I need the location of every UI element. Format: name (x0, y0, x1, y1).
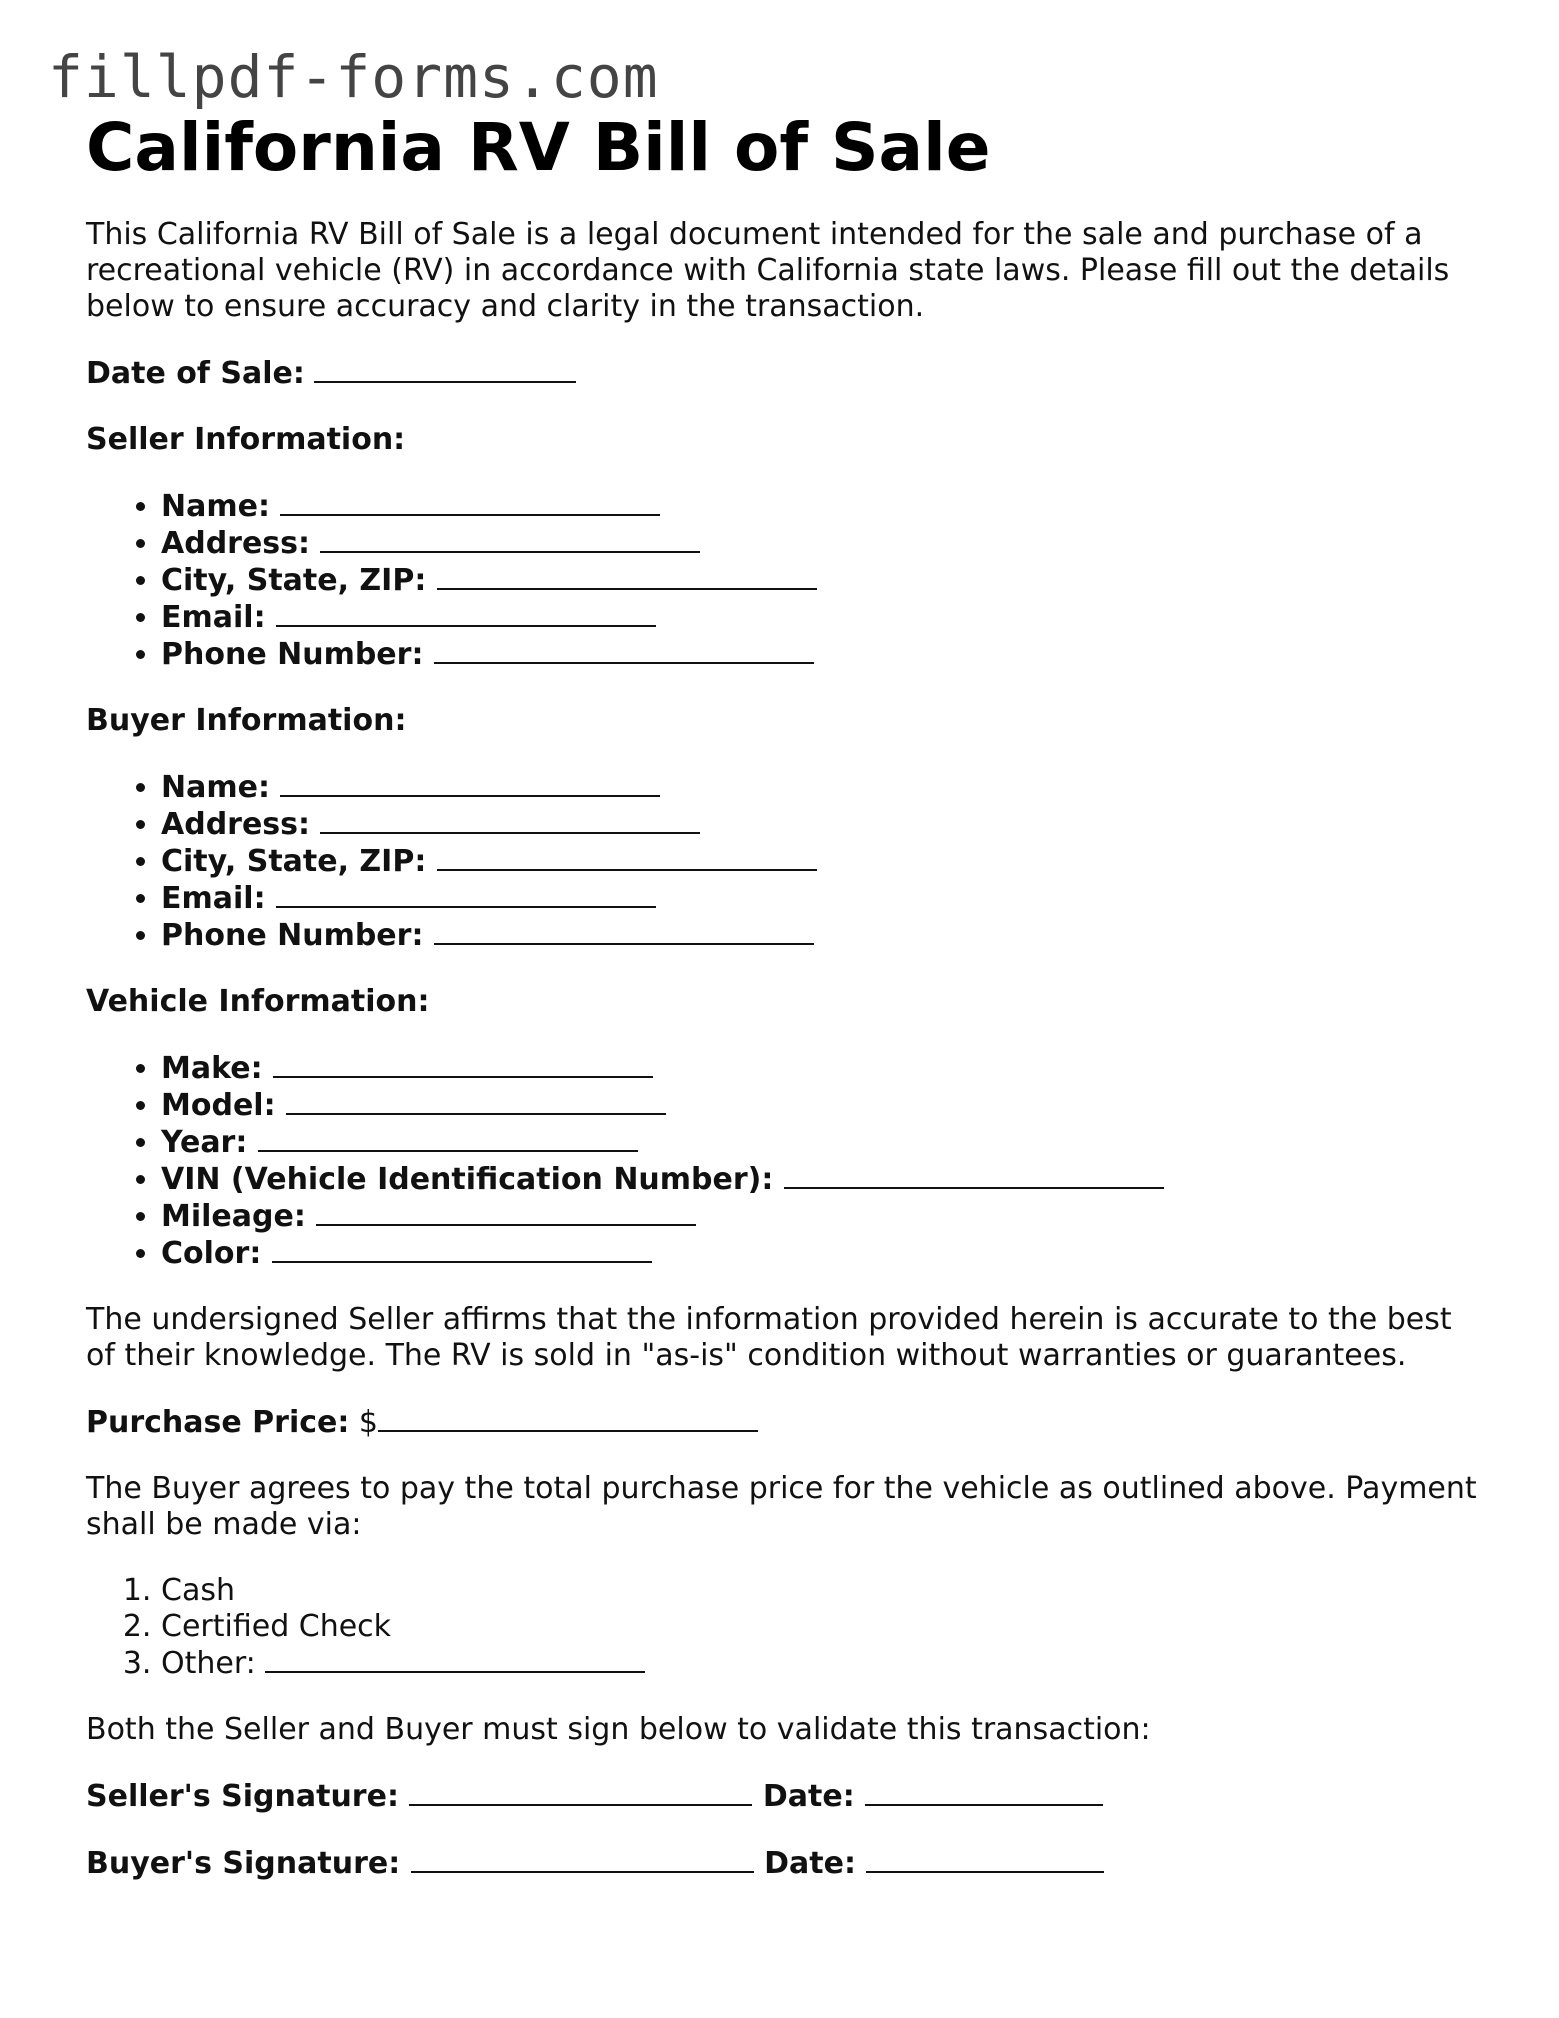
seller-address-label: Address: (161, 525, 311, 561)
seller-city-label: City, State, ZIP: (161, 562, 427, 598)
list-item (161, 917, 1486, 954)
purchase-price-row (86, 1404, 1486, 1441)
vehicle-make-label: Make: (161, 1050, 263, 1086)
buyer-date-label: Date: (764, 1845, 856, 1881)
list-item (161, 1087, 1486, 1124)
buyer-name-field[interactable] (280, 769, 660, 797)
seller-heading: Seller Information: (86, 421, 406, 457)
buyer-signature-row (86, 1845, 1486, 1882)
buyer-email-field[interactable] (276, 880, 656, 908)
list-item (161, 636, 1486, 673)
list-item (161, 1198, 1486, 1235)
seller-email-label: Email: (161, 599, 266, 635)
vehicle-color-field[interactable] (272, 1235, 652, 1263)
intro-paragraph: This California RV Bill of Sale is a legal document intended for the sale and purchase of a recreational vehicle (RV) in accordance with California state laws. Please fill out the details below to ensure accuracy and clarity in the transaction. (86, 216, 1450, 324)
vehicle-vin-field[interactable] (784, 1161, 1164, 1189)
date-of-sale-label: Date of Sale: (86, 355, 305, 391)
vehicle-make-field[interactable] (273, 1050, 653, 1078)
list-item (161, 806, 1486, 843)
buyer-email-label: Email: (161, 880, 266, 916)
buyer-name-label: Name: (161, 769, 270, 805)
buyer-city-label: City, State, ZIP: (161, 843, 427, 879)
seller-signature-label: Seller's Signature: (86, 1778, 399, 1814)
buyer-address-label: Address: (161, 806, 311, 842)
date-of-sale-field[interactable] (314, 355, 576, 383)
buyer-city-field[interactable] (437, 843, 817, 871)
buyer-fields-list (86, 769, 1486, 954)
purchase-price-field[interactable] (378, 1404, 758, 1432)
payment-paragraph: The Buyer agrees to pay the total purchase price for the vehicle as outlined above. Payment shall be made via: (86, 1470, 1477, 1542)
vehicle-model-field[interactable] (286, 1087, 666, 1115)
list-item (161, 488, 1486, 525)
list-item (161, 1050, 1486, 1087)
list-item (161, 843, 1486, 880)
seller-phone-label: Phone Number: (161, 636, 424, 672)
vehicle-model-label: Model: (161, 1087, 276, 1123)
seller-phone-field[interactable] (434, 636, 814, 664)
currency-symbol: $ (358, 1404, 379, 1440)
buyer-address-field[interactable] (320, 806, 700, 834)
page-title: California RV Bill of Sale (86, 109, 991, 186)
buyer-phone-label: Phone Number: (161, 917, 424, 953)
payment-method-item: 2. Certified Check (161, 1609, 1486, 1645)
seller-email-field[interactable] (276, 599, 656, 627)
watermark: fillpdf-forms.com (48, 43, 659, 111)
vehicle-year-field[interactable] (258, 1124, 638, 1152)
payment-method-item (161, 1645, 1486, 1682)
vehicle-heading: Vehicle Information: (86, 983, 430, 1019)
buyer-date-field[interactable] (866, 1845, 1104, 1873)
seller-signature-field[interactable] (409, 1778, 752, 1806)
vehicle-mileage-field[interactable] (316, 1198, 696, 1226)
vehicle-mileage-label: Mileage: (161, 1198, 306, 1234)
list-item (161, 1124, 1486, 1161)
date-of-sale-row (86, 355, 1486, 392)
buyer-phone-field[interactable] (434, 917, 814, 945)
seller-address-field[interactable] (320, 525, 700, 553)
affirmation-paragraph: The undersigned Seller affirms that the information provided herein is accurate to the best of their knowledge. The RV is sold in "as-is" condition without warranties or guarantees. (86, 1301, 1452, 1373)
list-item (161, 562, 1486, 599)
seller-date-label: Date: (762, 1778, 855, 1814)
payment-method-other-label: Other: (161, 1645, 256, 1681)
vehicle-year-label: Year: (161, 1124, 248, 1160)
seller-name-field[interactable] (280, 488, 660, 516)
vehicle-fields-list (86, 1050, 1486, 1272)
list-item (161, 525, 1486, 562)
list-item (161, 1235, 1486, 1272)
list-item (161, 880, 1486, 917)
document-body (86, 109, 1486, 1882)
seller-city-field[interactable] (437, 562, 817, 590)
payment-other-field[interactable] (265, 1645, 645, 1673)
list-item (161, 769, 1486, 806)
list-item (161, 1161, 1486, 1198)
seller-name-label: Name: (161, 488, 270, 524)
seller-fields-list (86, 488, 1486, 673)
seller-signature-row (86, 1778, 1486, 1815)
buyer-signature-field[interactable] (411, 1845, 754, 1873)
buyer-signature-label: Buyer's Signature: (86, 1845, 401, 1881)
buyer-heading: Buyer Information: (86, 702, 407, 738)
purchase-price-label: Purchase Price: (86, 1404, 350, 1440)
vehicle-vin-label: VIN (Vehicle Identification Number): (161, 1161, 774, 1197)
seller-date-field[interactable] (865, 1778, 1103, 1806)
list-item (161, 599, 1486, 636)
payment-methods-list (86, 1573, 1486, 1682)
payment-method-item: 1. Cash (161, 1573, 1486, 1609)
vehicle-color-label: Color: (161, 1235, 262, 1271)
sign-instruction: Both the Seller and Buyer must sign below to validate this transaction: (86, 1711, 1151, 1747)
